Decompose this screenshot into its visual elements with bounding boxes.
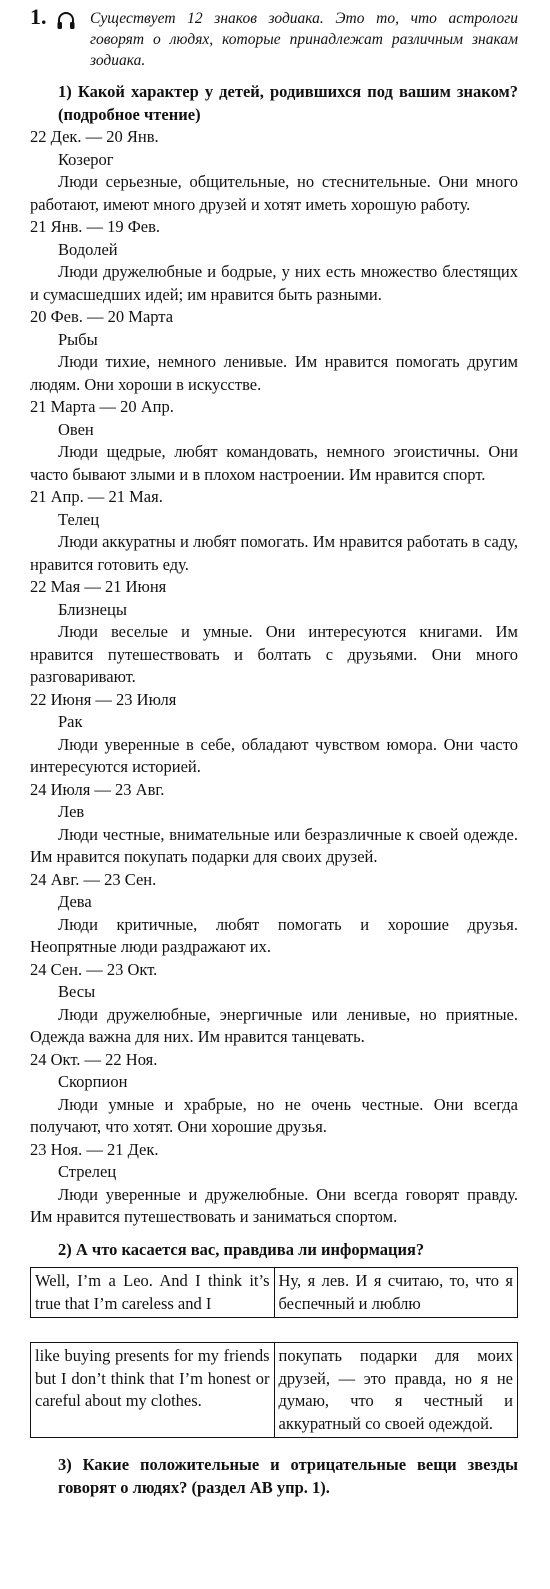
- zodiac-description: Люди уверенные и дружелюбные. Они всегда говорят правду. Им нравится путешествовать и заниматься спортом.: [30, 1184, 518, 1226]
- translation-table-2: [30, 1342, 518, 1438]
- zodiac-date: 21 Апр. — 21 Мая.: [30, 487, 163, 506]
- zodiac-entry: [30, 689, 518, 779]
- zodiac-sign: Лев: [58, 802, 85, 821]
- zodiac-description: Люди серьезные, общительные, но стеснительные. Они много работают, имеют много друзей и хотят иметь хорошую работу.: [30, 172, 518, 214]
- headphones-icon: [56, 11, 76, 31]
- zodiac-description: Люди тихие, немного ленивые. Им нравится помогать другим людям. Они хороши в искусстве.: [30, 352, 518, 394]
- zodiac-entry: [30, 216, 518, 306]
- zodiac-sign: Рак: [58, 712, 83, 731]
- zodiac-entry: [30, 486, 518, 576]
- zodiac-date: 21 Янв. — 19 Фев.: [30, 217, 161, 236]
- question-3: 3) Какие положительные и отрицательные вещи звезды говорят о людях? (раздел AB упр. 1).: [58, 1455, 518, 1497]
- zodiac-description: Люди уверенные в себе, обладают чувством юмора. Они часто интересуются историей.: [30, 734, 518, 776]
- russian-cell: Ну, я лев. И я считаю, то, что я беспечный и люблю: [274, 1268, 518, 1318]
- zodiac-sign: Дева: [58, 892, 92, 911]
- question-1: 1) Какой характер у детей, родившихся под вашим знаком? (подробное чтение): [58, 82, 518, 124]
- zodiac-description: Люди щедрые, любят командовать, немного эгоистичны. Они часто бывают злыми и в плохом настроении. Им нравится спорт.: [30, 442, 518, 484]
- russian-cell: покупать подарки для моих друзей, — это правда, но я не думаю, что я честный и аккуратный со своей одеждой.: [274, 1343, 518, 1438]
- zodiac-description: Люди веселые и умные. Они интересуются книгами. Им нравится путешествовать и болтать с друзьями. Они много разговаривают.: [30, 622, 518, 686]
- zodiac-sign: Близнецы: [58, 599, 127, 619]
- zodiac-description: Люди дружелюбные и бодрые, у них есть множество блестящих и сумасшедших идей; им нравится быть разными.: [30, 262, 518, 304]
- zodiac-description: Люди умные и храбрые, но не очень честные. Они всегда получают, что хотят. Они хорошие друзья.: [30, 1094, 518, 1136]
- zodiac-date: 24 Июля — 23 Авг.: [30, 779, 165, 799]
- zodiac-date: 22 Июня — 23 Июля: [30, 689, 177, 709]
- zodiac-entry: [30, 869, 518, 959]
- zodiac-entry: [30, 1049, 518, 1139]
- translation-table-1: [30, 1267, 518, 1318]
- zodiac-sign: Весы: [58, 982, 96, 1001]
- zodiac-description: Люди честные, внимательные или безразличные к своей одежде. Им нравится покупать подарки для своих друзей.: [30, 824, 518, 866]
- zodiac-sign: Водолей: [58, 239, 118, 259]
- zodiac-entry: [30, 306, 518, 396]
- exercise-instruction: Существует 12 знаков зодиака. Это то, что астрологи говорят о людях, которые принадлежат различным знакам зодиака.: [90, 10, 518, 69]
- zodiac-date: 22 Дек. — 20 Янв.: [30, 127, 159, 146]
- zodiac-entry: [30, 1139, 518, 1229]
- zodiac-sign: Рыбы: [58, 329, 98, 349]
- question-2: 2) А что касается вас, правдива ли информация?: [58, 1239, 425, 1259]
- zodiac-sign: Скорпион: [58, 1072, 128, 1091]
- zodiac-entry: [30, 126, 518, 216]
- zodiac-sign: Козерог: [58, 149, 114, 169]
- zodiac-list: [30, 126, 518, 1229]
- exercise-header: [30, 4, 518, 71]
- zodiac-description: Люди критичные, любят помогать и хорошие друзья. Неопрятные люди раздражают их.: [30, 914, 518, 956]
- zodiac-date: 24 Авг. — 23 Сен.: [30, 869, 157, 889]
- table-row: [31, 1343, 518, 1438]
- zodiac-date: 24 Окт. — 22 Ноя.: [30, 1049, 158, 1069]
- zodiac-date: 20 Фев. — 20 Марта: [30, 307, 174, 326]
- zodiac-sign: Телец: [58, 509, 100, 529]
- table-row: [31, 1268, 518, 1318]
- zodiac-entry: [30, 959, 518, 1049]
- zodiac-date: 21 Марта — 20 Апр.: [30, 397, 174, 416]
- zodiac-description: Люди дружелюбные, энергичные или ленивые, но приятные. Одежда важна для них. Им нравится танцевать.: [30, 1004, 518, 1046]
- english-cell: Well, I’m a Leo. And I think it’s true that I’m careless and I: [31, 1268, 275, 1318]
- zodiac-date: 22 Мая — 21 Июня: [30, 577, 167, 596]
- zodiac-entry: [30, 576, 518, 689]
- zodiac-sign: Овен: [58, 419, 94, 439]
- zodiac-entry: [30, 779, 518, 869]
- exercise-number: 1.: [30, 4, 47, 29]
- zodiac-date: 24 Сен. — 23 Окт.: [30, 959, 158, 979]
- zodiac-date: 23 Ноя. — 21 Дек.: [30, 1139, 159, 1159]
- zodiac-description: Люди аккуратны и любят помогать. Им нравится работать в саду, нравится готовить еду.: [30, 532, 518, 574]
- english-cell: like buying presents for my friends but I don’t think that I’m honest or careful about my clothes.: [31, 1343, 275, 1438]
- spacer: [30, 1318, 518, 1336]
- zodiac-sign: Стрелец: [58, 1162, 117, 1181]
- zodiac-entry: [30, 396, 518, 486]
